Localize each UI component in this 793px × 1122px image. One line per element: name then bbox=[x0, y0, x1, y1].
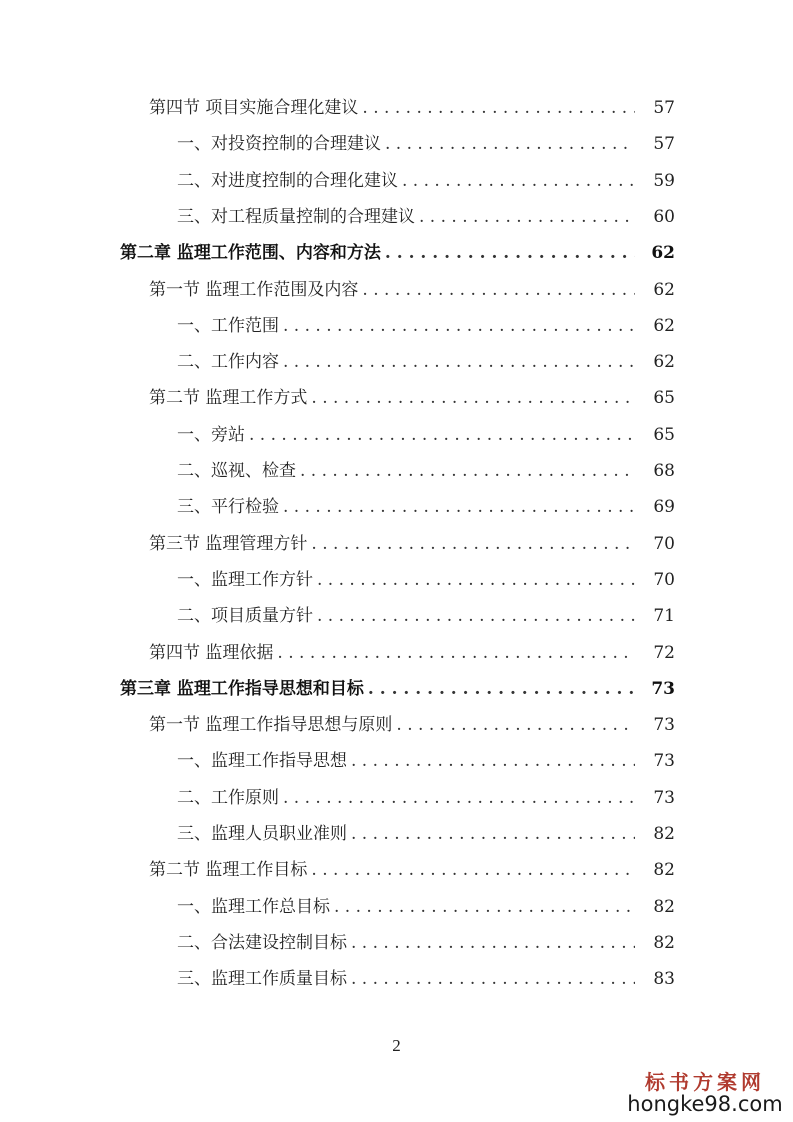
toc-subsection-row bbox=[0, 308, 793, 344]
toc-entry-page: 57 bbox=[653, 98, 675, 118]
toc-dot-leader bbox=[385, 126, 635, 162]
toc-entry-page: 65 bbox=[653, 388, 675, 409]
toc-entry-title: 二、合法建设控制目标 bbox=[177, 932, 347, 953]
page-number: 2 bbox=[392, 1036, 401, 1055]
toc-entry-page: 82 bbox=[653, 932, 675, 953]
toc-entry-page: 73 bbox=[651, 678, 675, 699]
toc-entry-page: 82 bbox=[653, 860, 675, 881]
toc-dot-leader bbox=[396, 707, 635, 743]
toc-entry-title: 第四节 监理依据 bbox=[149, 642, 274, 663]
toc-subsection-row bbox=[0, 562, 793, 598]
toc-entry-title: 二、巡视、检查 bbox=[177, 461, 296, 481]
toc-dot-leader bbox=[311, 526, 635, 562]
toc-dot-leader bbox=[311, 380, 635, 416]
toc-dot-leader bbox=[362, 272, 635, 308]
toc-entry-title: 一、旁站 bbox=[177, 424, 245, 445]
toc-dot-leader bbox=[334, 889, 635, 925]
toc-entry-title: 三、对工程质量控制的合理建议 bbox=[177, 206, 415, 227]
toc-entry-title: 第一节 监理工作范围及内容 bbox=[149, 279, 359, 300]
toc-dot-leader bbox=[419, 199, 635, 235]
toc-entry-page: 73 bbox=[653, 751, 675, 772]
toc-subsection-row bbox=[0, 889, 793, 925]
toc-dot-leader bbox=[283, 344, 635, 380]
toc-subsection-row bbox=[0, 126, 793, 162]
toc-dot-leader bbox=[311, 852, 635, 888]
toc-subsection-row bbox=[0, 925, 793, 961]
toc-entry-title: 二、工作内容 bbox=[177, 352, 279, 373]
toc-entry-page: 71 bbox=[653, 606, 675, 627]
toc-dot-leader bbox=[249, 417, 635, 453]
toc-section-row bbox=[0, 526, 793, 562]
toc-section-row bbox=[0, 380, 793, 416]
toc-dot-leader bbox=[402, 163, 635, 199]
toc-entry-page: 70 bbox=[653, 569, 675, 590]
toc-dot-leader bbox=[351, 743, 635, 779]
toc-subsection-row bbox=[0, 199, 793, 235]
toc-chapter-row bbox=[0, 235, 793, 271]
toc-entry-title: 一、监理工作指导思想 bbox=[177, 751, 347, 772]
toc-dot-leader bbox=[317, 598, 635, 634]
watermark-url: hongke98.com bbox=[627, 1091, 783, 1116]
toc-entry-page: 82 bbox=[653, 824, 675, 844]
toc-subsection-row bbox=[0, 344, 793, 380]
toc-entry-title: 第四节 项目实施合理化建议 bbox=[149, 98, 359, 118]
toc-section-row bbox=[0, 707, 793, 743]
toc-section-row bbox=[0, 90, 793, 126]
toc-entry-title: 第二节 监理工作目标 bbox=[149, 860, 308, 881]
toc-entry-page: 73 bbox=[653, 787, 675, 808]
toc-subsection-row bbox=[0, 598, 793, 634]
toc-dot-leader bbox=[385, 235, 635, 271]
toc-entry-title: 三、监理工作质量目标 bbox=[177, 969, 347, 990]
toc-entry-title: 一、监理工作总目标 bbox=[177, 896, 330, 917]
toc-entry-page: 73 bbox=[653, 715, 675, 736]
toc-entry-title: 第二章 监理工作范围、内容和方法 bbox=[120, 243, 381, 264]
toc-subsection-row bbox=[0, 780, 793, 816]
toc-entry-title: 三、平行检验 bbox=[177, 497, 279, 518]
toc-subsection-row bbox=[0, 816, 793, 852]
toc-entry-title: 二、工作原则 bbox=[177, 787, 279, 808]
toc-entry-page: 72 bbox=[653, 642, 675, 663]
toc-dot-leader bbox=[351, 816, 635, 852]
toc-entry-title: 一、监理工作方针 bbox=[177, 569, 313, 590]
toc-dot-leader bbox=[300, 453, 635, 489]
toc-dot-leader bbox=[283, 489, 635, 525]
toc-subsection-row bbox=[0, 453, 793, 489]
toc-entry-page: 59 bbox=[653, 170, 675, 191]
toc-entry-title: 第三节 监理管理方针 bbox=[149, 533, 308, 554]
toc-entry-title: 一、工作范围 bbox=[177, 315, 279, 336]
toc-section-row bbox=[0, 635, 793, 671]
toc-entry-page: 69 bbox=[653, 497, 675, 518]
toc-entry-title: 第二节 监理工作方式 bbox=[149, 388, 308, 409]
toc-subsection-row bbox=[0, 163, 793, 199]
toc-chapter-row bbox=[0, 671, 793, 707]
toc-subsection-row bbox=[0, 961, 793, 997]
toc-subsection-row bbox=[0, 489, 793, 525]
toc-dot-leader bbox=[283, 780, 635, 816]
toc-entry-page: 83 bbox=[653, 969, 675, 990]
toc-section-row bbox=[0, 852, 793, 888]
toc-entry-title: 一、对投资控制的合理建议 bbox=[177, 134, 381, 155]
toc-section-row bbox=[0, 272, 793, 308]
toc-entry-title: 第三章 监理工作指导思想和目标 bbox=[120, 678, 364, 699]
toc-subsection-row bbox=[0, 417, 793, 453]
toc-entry-page: 57 bbox=[653, 134, 675, 155]
toc-dot-leader bbox=[351, 961, 635, 997]
toc-entry-page: 62 bbox=[653, 279, 675, 300]
toc-entry-title: 第一节 监理工作指导思想与原则 bbox=[149, 715, 393, 736]
toc-dot-leader bbox=[277, 635, 635, 671]
toc-entry-page: 82 bbox=[653, 896, 675, 917]
toc-subsection-row bbox=[0, 743, 793, 779]
toc-dot-leader bbox=[283, 308, 635, 344]
toc-entry-page: 70 bbox=[653, 533, 675, 554]
toc-entry-page: 62 bbox=[653, 315, 675, 336]
toc-entry-title: 三、监理人员职业准则 bbox=[177, 824, 347, 844]
toc-entry-page: 62 bbox=[651, 243, 675, 264]
watermark-logo bbox=[625, 1071, 785, 1116]
toc-dot-leader bbox=[351, 925, 635, 961]
toc-dot-leader bbox=[362, 90, 635, 126]
toc-entry-page: 62 bbox=[653, 352, 675, 373]
toc-entry-title: 二、项目质量方针 bbox=[177, 606, 313, 627]
toc-entry-title: 二、对进度控制的合理化建议 bbox=[177, 170, 398, 191]
toc-entry-page: 60 bbox=[653, 206, 675, 227]
toc-dot-leader bbox=[317, 562, 635, 598]
watermark-name: 标书方案网 bbox=[645, 1069, 765, 1094]
toc-dot-leader bbox=[368, 671, 635, 707]
toc-entry-page: 68 bbox=[653, 461, 675, 481]
toc-entry-page: 65 bbox=[653, 424, 675, 445]
